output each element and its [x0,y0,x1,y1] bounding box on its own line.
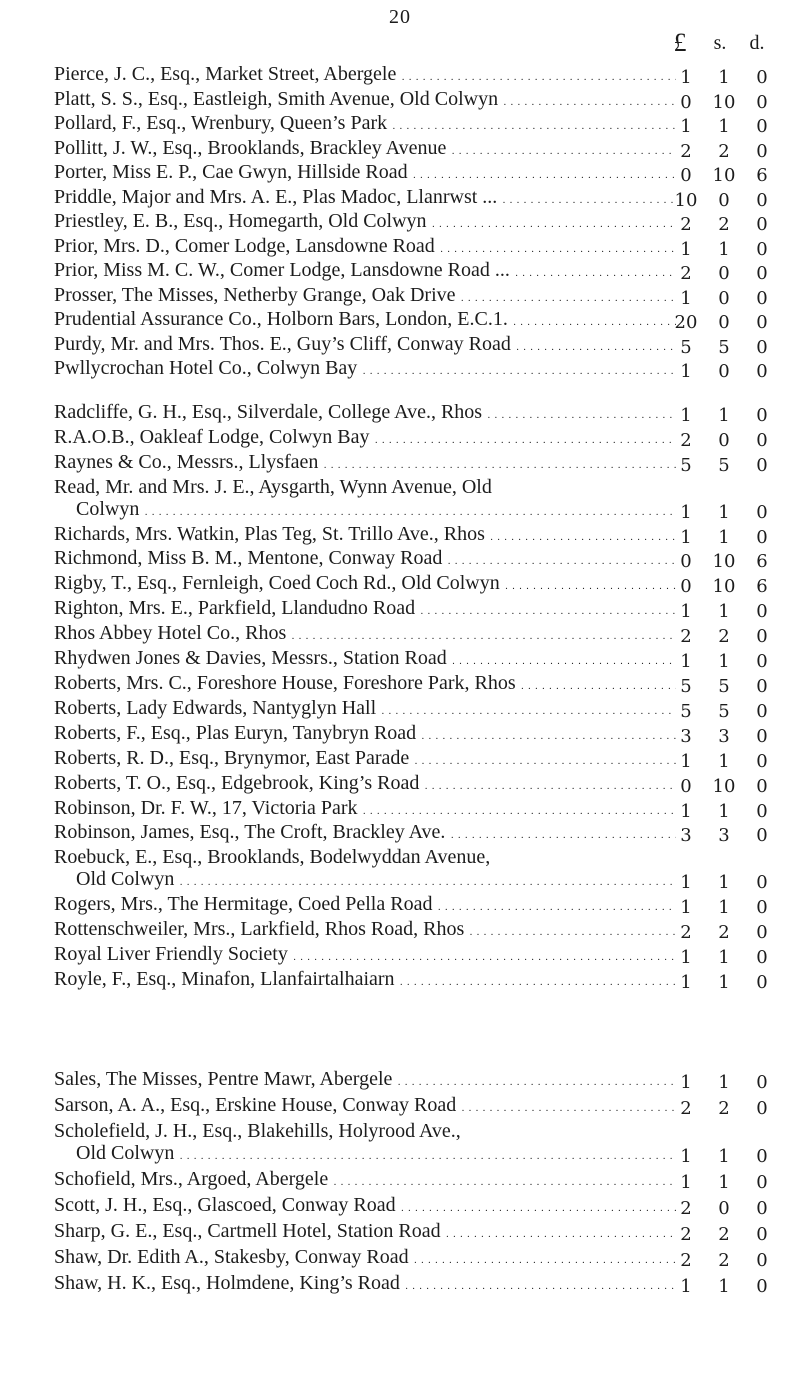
subscriber-name-text: Rogers, Mrs., The Hermitage, Coed Pella Road [54,894,433,916]
pence-header: d. [749,32,765,54]
shillings-amount: 0 [718,429,730,451]
pence-amount: 0 [756,725,768,747]
subscriber-name [54,358,676,383]
subscriber-name [54,944,676,969]
subscriber-name-text: Shaw, H. K., Esq., Holmdene, King’s Road [54,1272,400,1294]
subscriber-name-text: Raynes & Co., Messrs., Llysfaen [54,451,319,473]
shillings-amount: 2 [718,1224,730,1245]
pence-amount: 0 [756,189,768,211]
pounds-amount: 10 [674,189,698,211]
pounds-amount: 5 [680,336,692,358]
pounds-amount: 1 [680,800,692,822]
pence-amount: 0 [756,1072,768,1093]
shillings-amount: 1 [718,238,730,260]
subscriber-name-text: Robinson, Dr. F. W., 17, Victoria Park [54,797,358,819]
shillings-amount: 1 [718,405,730,426]
pence-amount: 0 [756,312,768,333]
subscriber-entry [54,548,800,573]
shillings-amount: 0 [718,1198,730,1219]
subscriber-name [54,1194,676,1220]
pence-amount: 6 [756,576,768,598]
pounds-amount: 1 [680,946,692,968]
subscriber-entry [54,698,800,723]
subscriber-name [54,894,676,919]
subscriber-name [54,698,676,723]
pence-amount: 0 [756,675,768,697]
subscriber-name [54,573,676,598]
subscriber-name [54,285,676,310]
section-r-entries [54,402,800,994]
pence-amount: 0 [756,214,768,235]
pence-amount: 0 [756,626,768,648]
shillings-amount: 1 [718,67,730,88]
subscriber-name-text: Royle, F., Esq., Minafon, Llanfairtalhaiarn [54,968,395,990]
shillings-amount: 1 [718,1276,730,1297]
shillings-amount: 2 [718,1098,730,1119]
subscriber-name-text: Schofield, Mrs., Argoed, Abergele [54,1168,329,1190]
subscriber-name [54,822,676,847]
subscriber-name-text: Radcliffe, G. H., Esq., Silverdale, College Ave., Rhos [54,402,483,423]
pence-amount: 0 [756,700,768,722]
shillings-amount: 1 [718,116,730,137]
shillings-amount: 1 [718,651,730,673]
subscriber-name [54,1120,676,1142]
pounds-amount: 1 [680,1172,692,1193]
subscriber-name-text: Scholefield, J. H., Esq., Blakehills, Holyrood Ave., [54,1120,461,1142]
subscriber-entry [54,89,800,114]
subscriber-name-text: Prior, Miss M. C. W., Comer Lodge, Lansdowne Road ... [54,260,510,281]
pounds-amount: 1 [680,1146,692,1167]
pounds-header: £ [673,28,687,57]
subscriber-name-text: Rottenschweiler, Mrs., Larkfield, Rhos Road, Rhos [54,919,465,941]
subscriber-name [54,427,676,452]
shillings-amount: 1 [718,946,730,968]
subscriber-name-continuation-text: Old Colwyn [76,869,175,891]
subscriber-entry [54,673,800,698]
pence-amount: 6 [756,551,768,573]
subscriber-entry [54,452,800,477]
pence-amount: 0 [756,454,768,476]
subscriber-entry [54,285,800,310]
subscriber-name-text: Priddle, Major and Mrs. A. E., Plas Madoc, Llanrwst ... [54,186,498,208]
subscriber-name-text: R.A.O.B., Oakleaf Lodge, Colwyn Bay [54,426,370,448]
pence-amount: 0 [756,971,768,993]
subscriber-entry [54,1094,800,1120]
subscriber-name-text: Robinson, James, Esq., The Croft, Brackley Ave. [54,822,446,844]
subscriber-name-text: Sharp, G. E., Esq., Cartmell Hotel, Station Road [54,1220,441,1242]
subscriber-name-text: Pwllycrochan Hotel Co., Colwyn Bay [54,358,358,379]
pounds-amount: 20 [674,312,698,333]
subscriber-name [54,1068,676,1094]
pence-amount: 0 [756,263,768,284]
pence-amount: 0 [756,116,768,137]
shillings-amount: 1 [718,750,730,772]
pence-amount: 0 [756,429,768,451]
subscriber-name-text: Righton, Mrs. E., Parkfield, Llandudno Road [54,598,416,620]
subscriber-entry [54,1168,800,1194]
subscriber-name [54,919,676,944]
shillings-amount: 5 [718,336,730,358]
subscriber-name-text: Scott, J. H., Esq., Glascoed, Conway Road [54,1194,396,1216]
pounds-amount: 1 [680,601,692,623]
subscriber-name-text: Purdy, Mr. and Mrs. Thos. E., Guy’s Cliff, Conway Road [54,333,511,355]
subscriber-name [54,452,676,477]
subscriber-entry [54,113,800,138]
pence-amount: 0 [756,91,768,113]
subscriber-name [54,211,676,236]
shillings-amount: 1 [718,601,730,623]
shillings-amount: 2 [718,922,730,944]
subscriber-name [54,723,676,748]
subscriber-name-continuation [54,1142,676,1168]
pounds-amount: 1 [680,238,692,260]
subscriber-name-text: Pierce, J. C., Esq., Market Street, Abergele [54,64,397,85]
subscriber-name-text: Porter, Miss E. P., Cae Gwyn, Hillside Road [54,162,408,183]
subscriber-name-continuation-text: Colwyn [76,498,140,520]
subscriber-name-text: Read, Mr. and Mrs. J. E., Aysgarth, Wynn Avenue, Old [54,476,492,498]
page-number: 20 [389,6,411,28]
subscriber-name [54,648,676,673]
subscriber-name [54,748,676,773]
pence-amount: 0 [756,67,768,88]
subscriber-name-text: Priestley, E. B., Esq., Homegarth, Old Colwyn [54,211,427,232]
shillings-amount: 2 [718,626,730,648]
subscriber-name-text: Rhos Abbey Hotel Co., Rhos [54,623,287,645]
pence-amount: 0 [756,287,768,309]
pence-amount: 0 [756,775,768,797]
subscriber-name [54,548,676,573]
pence-amount: 0 [756,361,768,382]
subscriber-entry [54,187,800,212]
shillings-amount: 3 [718,825,730,847]
subscriber-name [54,89,676,114]
shillings-amount: 1 [718,1146,730,1167]
subscriber-name-text: Rhydwen Jones & Davies, Messrs., Station Road [54,648,447,670]
pence-amount: 0 [756,872,768,894]
shillings-amount: 1 [718,971,730,993]
pounds-amount: 5 [680,675,692,697]
amount-column-headers [673,28,790,62]
shillings-amount: 1 [718,1072,730,1093]
shillings-amount: 2 [718,140,730,162]
shillings-amount: 1 [718,897,730,919]
pence-amount: 0 [756,750,768,772]
pounds-amount: 2 [680,263,692,284]
subscriber-name [54,64,676,89]
pounds-amount: 1 [680,971,692,993]
subscriber-entry [54,648,800,673]
subscriber-name-text: Richards, Mrs. Watkin, Plas Teg, St. Trillo Ave., Rhos [54,523,485,545]
shillings-amount: 10 [712,551,736,573]
pence-amount: 0 [756,1098,768,1119]
subscriber-name [54,847,676,869]
subscriber-entry [54,427,800,452]
pounds-amount: 3 [680,725,692,747]
shillings-amount: 1 [718,800,730,822]
shillings-amount: 3 [718,725,730,747]
shillings-amount: 10 [712,576,736,598]
shillings-amount: 0 [718,287,730,309]
shillings-amount: 0 [718,263,730,284]
subscriber-name-text: Roberts, Lady Edwards, Nantyglyn Hall [54,697,377,719]
subscriber-entry [54,1068,800,1094]
subscriber-entry [54,260,800,285]
pence-amount: 0 [756,651,768,673]
shillings-amount: 5 [718,675,730,697]
subscriber-name-text: Pollard, F., Esq., Wrenbury, Queen’s Park [54,113,388,134]
subscriber-name [54,187,676,212]
subscriber-entry [54,1120,800,1168]
subscriber-entry [54,798,800,823]
pounds-amount: 2 [680,214,692,235]
subscriber-entry [54,138,800,163]
subscriber-name [54,1094,676,1120]
shillings-amount: 2 [718,1250,730,1271]
subscriber-entry [54,334,800,359]
pounds-amount: 1 [680,116,692,137]
subscriber-name [54,673,676,698]
pounds-amount: 0 [680,91,692,113]
subscriber-name [54,598,676,623]
pounds-amount: 1 [680,750,692,772]
subscriber-name-text: Royal Liver Friendly Society [54,943,288,965]
subscriber-name [54,113,676,138]
subscriber-name [54,773,676,798]
subscriber-name [54,162,676,187]
pounds-amount: 0 [680,165,692,186]
pence-amount: 0 [756,1250,768,1271]
subscriber-entry [54,822,800,847]
subscriber-name-text: Prudential Assurance Co., Holborn Bars, London, E.C.1. [54,309,508,330]
subscriber-name [54,334,676,359]
subscriber-entry [54,1246,800,1272]
subscriber-entry [54,64,800,89]
subscriber-entry [54,236,800,261]
subscriber-name [54,524,676,549]
pounds-amount: 0 [680,551,692,573]
subscriber-entry [54,162,800,187]
pounds-amount: 2 [680,1198,692,1219]
subscriber-name-text: Prior, Mrs. D., Comer Lodge, Lansdowne Road [54,235,435,257]
subscriber-entry [54,894,800,919]
shillings-amount: 1 [718,526,730,548]
shillings-amount: 1 [718,501,730,523]
section-p-entries [54,64,800,383]
subscriber-name-text: Roberts, Mrs. C., Foreshore House, Foreshore Park, Rhos [54,672,516,694]
subscriber-name-text: Roberts, T. O., Esq., Edgebrook, King’s Road [54,772,420,794]
subscriber-name [54,623,676,648]
shillings-amount: 0 [718,361,730,382]
subscriber-entry [54,358,800,383]
subscriber-entry [54,944,800,969]
pence-amount: 0 [756,825,768,847]
pounds-amount: 2 [680,1224,692,1245]
shillings-amount: 1 [718,1172,730,1193]
pounds-amount: 1 [680,897,692,919]
subscriber-entry [54,723,800,748]
subscriber-name [54,309,676,334]
subscriber-entry [54,598,800,623]
pence-amount: 0 [756,140,768,162]
pounds-amount: 1 [680,67,692,88]
subscriber-name-text: Platt, S. S., Esq., Eastleigh, Smith Avenue, Old Colwyn [54,88,499,110]
subscriber-entry [54,309,800,334]
pence-amount: 0 [756,897,768,919]
pounds-amount: 2 [680,626,692,648]
pence-amount: 0 [756,1276,768,1297]
pence-amount: 0 [756,405,768,426]
pounds-amount: 1 [680,1276,692,1297]
subscriber-entry [54,1194,800,1220]
subscriber-name [54,477,676,499]
subscriber-entry [54,969,800,994]
subscriber-name-text: Sarson, A. A., Esq., Erskine House, Conway Road [54,1094,457,1116]
subscriber-entry [54,1272,800,1298]
subscriber-name-text: Shaw, Dr. Edith A., Stakesby, Conway Road [54,1246,409,1268]
pence-amount: 0 [756,922,768,944]
subscriber-entry [54,847,800,894]
pounds-amount: 2 [680,429,692,451]
subscriber-name-continuation [54,499,676,524]
subscriber-name-text: Roberts, R. D., Esq., Brynymor, East Parade [54,747,410,769]
subscriber-name-text: Pollitt, J. W., Esq., Brooklands, Brackley Avenue [54,137,447,159]
shillings-amount: 10 [712,165,736,186]
subscriber-name [54,260,676,285]
subscriber-name [54,236,676,261]
subscriber-name [54,1246,676,1272]
subscriber-entry [54,623,800,648]
pence-amount: 0 [756,1172,768,1193]
subscriber-entry [54,1220,800,1246]
pence-amount: 0 [756,946,768,968]
pence-amount: 0 [756,601,768,623]
pence-amount: 0 [756,501,768,523]
pounds-amount: 2 [680,1250,692,1271]
shillings-amount: 5 [718,454,730,476]
subscriber-name [54,1220,676,1246]
subscriber-name [54,138,676,163]
pounds-amount: 0 [680,775,692,797]
pounds-amount: 2 [680,140,692,162]
shillings-amount: 10 [712,775,736,797]
pence-amount: 0 [756,238,768,260]
pounds-amount: 1 [680,287,692,309]
shillings-amount: 0 [718,312,730,333]
subscriber-name-continuation-text: Old Colwyn [76,1142,175,1164]
pounds-amount: 5 [680,700,692,722]
shillings-amount: 2 [718,214,730,235]
subscriber-name-continuation [54,869,676,894]
pence-amount: 0 [756,800,768,822]
subscriber-entry [54,402,800,427]
pounds-amount: 1 [680,405,692,426]
subscriber-name [54,969,676,994]
pounds-amount: 1 [680,651,692,673]
pence-amount: 0 [756,526,768,548]
pounds-amount: 3 [680,825,692,847]
pounds-amount: 2 [680,1098,692,1119]
subscriber-entry [54,211,800,236]
subscriber-name [54,1272,676,1298]
subscriber-name [54,402,676,427]
subscriber-name-text: Sales, The Misses, Pentre Mawr, Abergele [54,1068,393,1090]
pence-amount: 0 [756,1198,768,1219]
pounds-amount: 1 [680,501,692,523]
subscriber-name-text: Roebuck, E., Esq., Brooklands, Bodelwyddan Avenue, [54,847,491,869]
subscriber-entry [54,573,800,598]
pounds-amount: 2 [680,922,692,944]
pence-amount: 0 [756,1146,768,1167]
pounds-amount: 5 [680,454,692,476]
pounds-amount: 0 [680,576,692,598]
section-s-entries [54,1068,800,1298]
subscriber-name-text: Roberts, F., Esq., Plas Euryn, Tanybryn Road [54,722,417,744]
subscriber-name [54,798,676,823]
subscriber-entry [54,748,800,773]
subscriber-entry [54,477,800,524]
subscriber-name [54,1168,676,1194]
shillings-amount: 5 [718,700,730,722]
shillings-amount: 10 [712,91,736,113]
subscriber-entry [54,919,800,944]
subscriber-name-text: Rigby, T., Esq., Fernleigh, Coed Coch Rd., Old Colwyn [54,573,500,595]
shillings-amount: 1 [718,872,730,894]
pounds-amount: 1 [680,526,692,548]
shillings-amount: 0 [718,189,730,211]
pounds-amount: 1 [680,361,692,382]
pence-amount: 6 [756,165,768,186]
shillings-header: s. [713,32,727,54]
subscriber-entry [54,524,800,549]
pounds-amount: 1 [680,872,692,894]
subscriber-entry [54,773,800,798]
pounds-amount: 1 [680,1072,692,1093]
pence-amount: 0 [756,1224,768,1245]
subscriber-name-text: Prosser, The Misses, Netherby Grange, Oak Drive [54,284,456,306]
pence-amount: 0 [756,336,768,358]
subscriber-name-text: Richmond, Miss B. M., Mentone, Conway Road [54,548,443,570]
